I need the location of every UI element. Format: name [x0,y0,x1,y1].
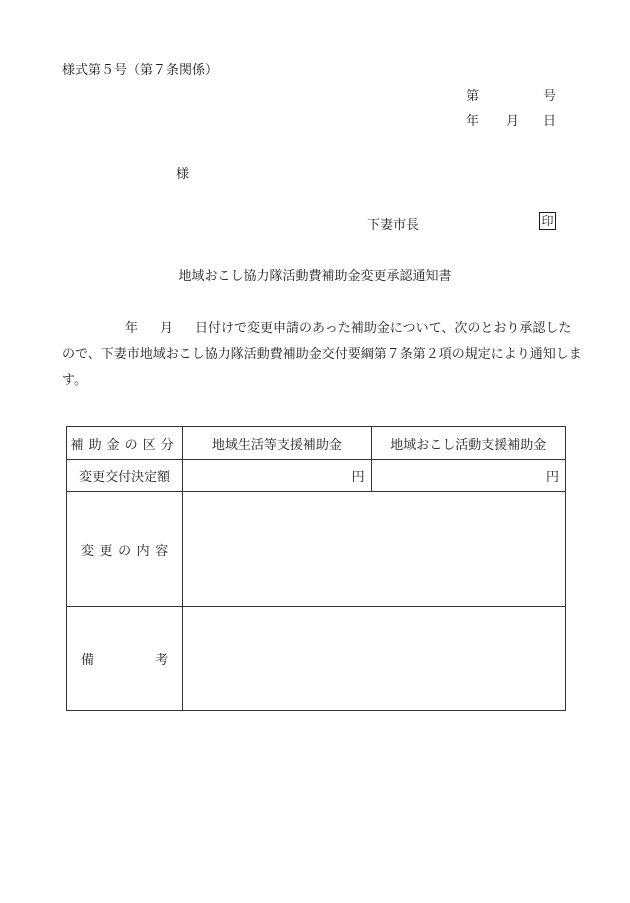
form-number: 様式第５号（第７条関係） [62,63,219,78]
remarks-label: 備 考 [67,607,183,711]
change-content-row [67,492,566,607]
document-number-suffix: 号 [543,89,557,104]
issuer-title: 下妻市長 [367,218,420,233]
document-number-prefix: 第 [466,89,480,104]
subsidy-table [66,426,566,711]
column-activity-support: 地域おこし活動支援補助金 [371,427,565,460]
subsidy-category-label: 補助金の区分 [67,427,183,460]
remarks-row [67,607,566,711]
seal-stamp: 印 [539,212,556,230]
body-line-2: ので、下妻市地域おこし協力隊活動費補助金交付要綱第７条第２項の規定により通知しま [62,347,582,362]
amount-living-support[interactable]: 円 [183,460,371,492]
body-year: 年 [125,321,139,336]
date-month: 月 [506,114,520,129]
addressee-suffix: 様 [176,167,190,182]
notice-body [62,316,582,394]
change-content-field[interactable] [183,492,566,607]
amount-row [67,460,566,492]
amount-activity-support[interactable]: 円 [371,460,565,492]
document-title: 地域おこし協力隊活動費補助金変更承認通知書 [178,269,452,284]
body-line-1 [62,316,572,342]
body-month: 月 [160,321,174,336]
change-content-label: 変 更 の 内 容 [67,492,183,607]
table-header-row [67,427,566,460]
body-line-1-rest: 日付けで変更申請のあった補助金について、次のとおり承認した [195,321,572,336]
column-living-support: 地域生活等支援補助金 [183,427,371,460]
date-year: 年 [466,114,480,129]
remarks-field[interactable] [183,607,566,711]
amount-label: 変更交付決定額 [67,460,183,492]
body-line-3: す。 [62,373,87,388]
date-day: 日 [543,114,557,129]
